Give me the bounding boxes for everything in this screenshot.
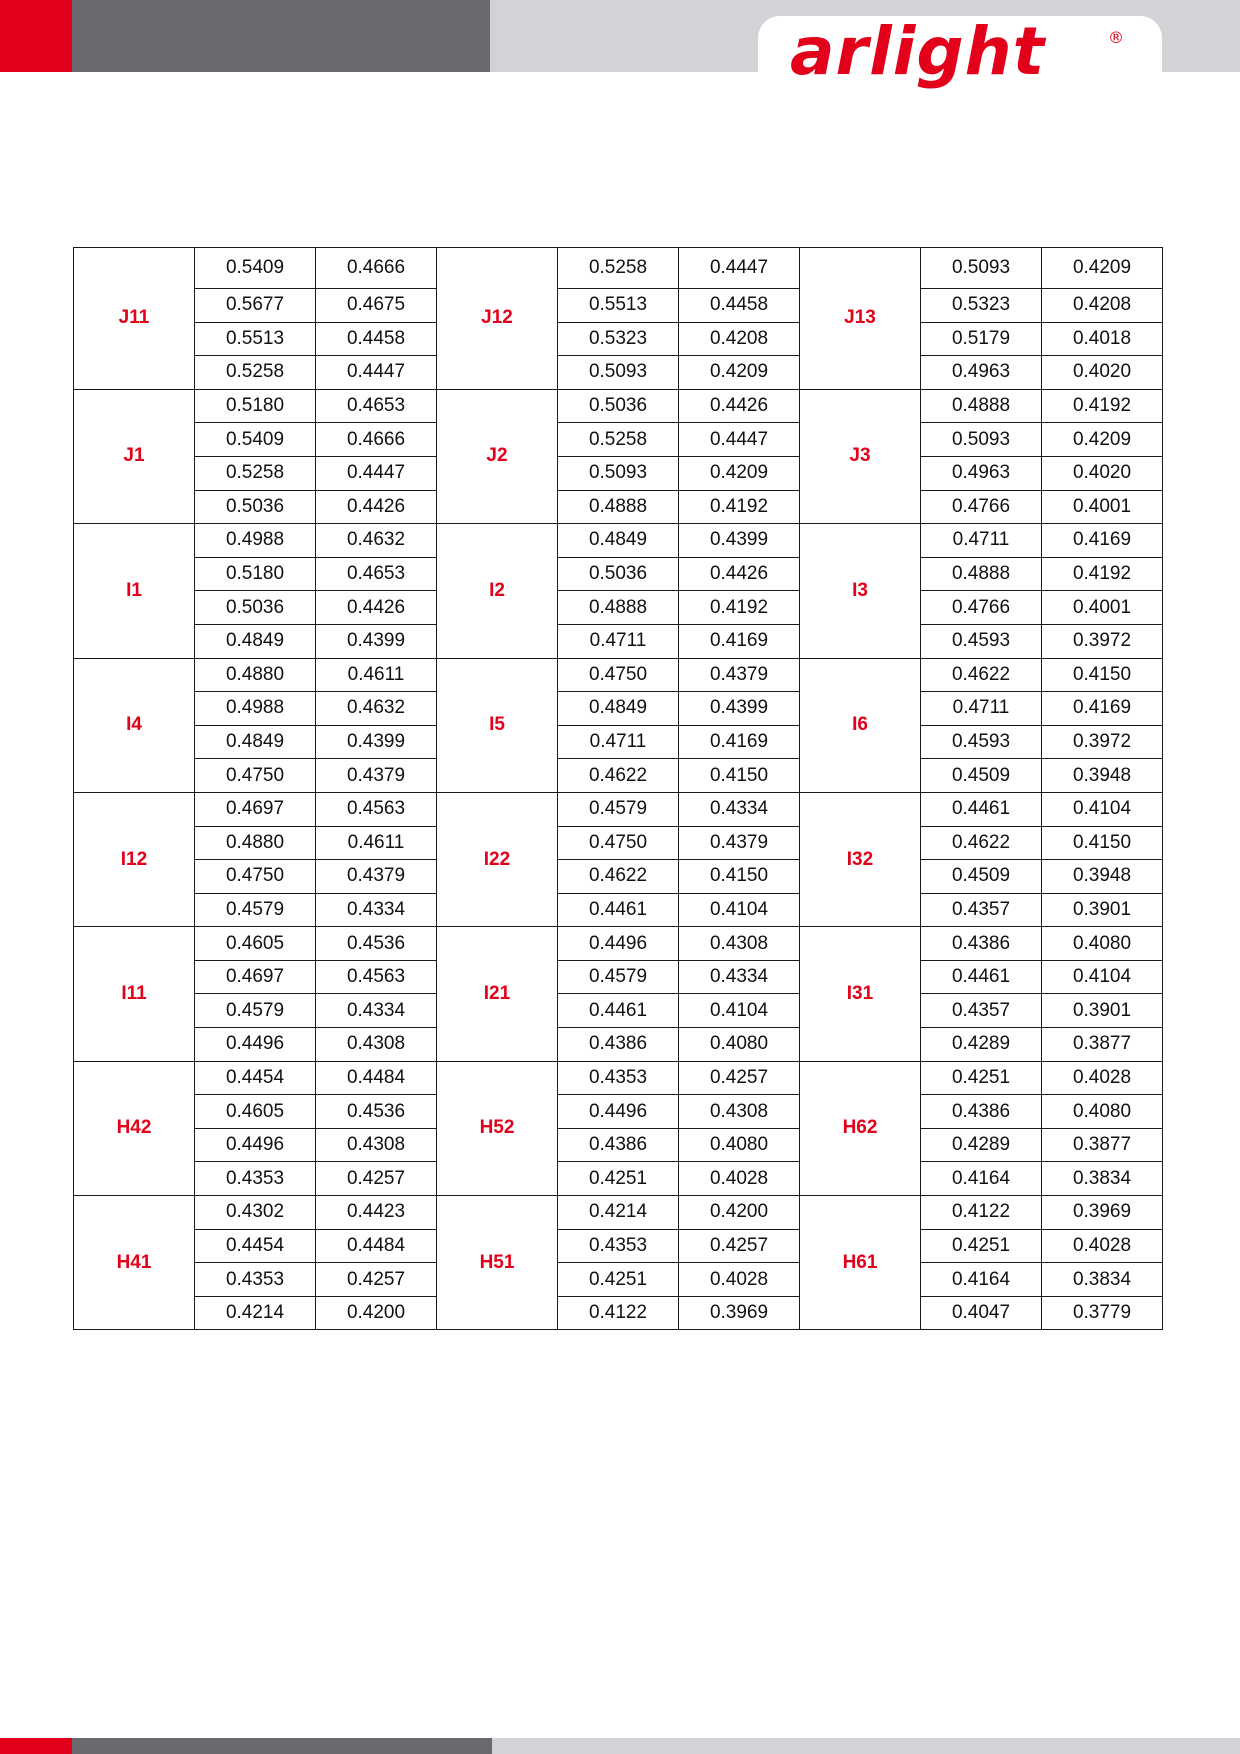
coord-y-cell: 0.4426: [316, 591, 437, 625]
coord-y-cell: 0.4001: [1042, 490, 1163, 524]
coord-y-cell: 0.4257: [316, 1162, 437, 1196]
coord-y-cell: 0.4104: [1042, 960, 1163, 994]
coord-x-cell: 0.5513: [558, 289, 679, 323]
bin-code: I21: [437, 927, 558, 1061]
coord-y-cell: 0.4632: [316, 692, 437, 726]
coord-x-cell: 0.4622: [921, 826, 1042, 860]
coord-y-cell: 0.4447: [316, 456, 437, 490]
coord-y-cell: 0.4192: [679, 490, 800, 524]
coord-x-cell: 0.5409: [195, 423, 316, 457]
footer-gray-bar: [72, 1738, 492, 1754]
coord-y-cell: 0.4399: [679, 524, 800, 558]
table-row: [74, 248, 1163, 289]
coord-y-cell: 0.4169: [1042, 524, 1163, 558]
coord-x-cell: 0.5258: [195, 456, 316, 490]
coord-x-cell: 0.4750: [195, 860, 316, 894]
coord-x-cell: 0.4750: [195, 759, 316, 793]
coord-x-cell: 0.4353: [558, 1229, 679, 1263]
bin-code: H61: [800, 1196, 921, 1330]
table-row: [74, 792, 1163, 826]
bin-code: J3: [800, 389, 921, 523]
coord-y-cell: 0.4001: [1042, 591, 1163, 625]
table-row: [74, 591, 1163, 625]
table-row: [74, 389, 1163, 423]
coord-x-cell: 0.5179: [921, 322, 1042, 356]
bin-code: I11: [74, 927, 195, 1061]
coord-y-cell: 0.4028: [679, 1263, 800, 1297]
coord-y-cell: 0.3834: [1042, 1263, 1163, 1297]
coord-y-cell: 0.3901: [1042, 994, 1163, 1028]
coord-y-cell: 0.4423: [316, 1196, 437, 1230]
bin-code: J1: [74, 389, 195, 523]
coord-x-cell: 0.5677: [195, 289, 316, 323]
coord-y-cell: 0.4308: [316, 1028, 437, 1062]
coord-x-cell: 0.5036: [195, 490, 316, 524]
bin-code: I2: [437, 524, 558, 658]
coord-y-cell: 0.4028: [1042, 1229, 1163, 1263]
coord-y-cell: 0.4632: [316, 524, 437, 558]
coord-x-cell: 0.4888: [921, 557, 1042, 591]
coord-x-cell: 0.4496: [195, 1128, 316, 1162]
coord-x-cell: 0.4496: [195, 1028, 316, 1062]
bin-code: I4: [74, 658, 195, 792]
color-bin-table: [73, 247, 1163, 1330]
coord-x-cell: 0.4251: [558, 1162, 679, 1196]
coord-y-cell: 0.4209: [1042, 248, 1163, 289]
color-bin-table-body: [74, 248, 1163, 1330]
coord-x-cell: 0.4353: [195, 1263, 316, 1297]
coord-x-cell: 0.4593: [921, 624, 1042, 658]
table-row: [74, 490, 1163, 524]
coord-y-cell: 0.3969: [679, 1296, 800, 1330]
coord-y-cell: 0.4379: [679, 658, 800, 692]
table-row: [74, 1162, 1163, 1196]
table-row: [74, 1128, 1163, 1162]
coord-x-cell: 0.4697: [195, 960, 316, 994]
coord-y-cell: 0.4209: [679, 356, 800, 390]
coord-x-cell: 0.5036: [195, 591, 316, 625]
coord-y-cell: 0.3948: [1042, 860, 1163, 894]
table-row: [74, 624, 1163, 658]
coord-x-cell: 0.4988: [195, 524, 316, 558]
coord-x-cell: 0.4888: [558, 490, 679, 524]
coord-y-cell: 0.4192: [1042, 389, 1163, 423]
coord-x-cell: 0.5180: [195, 389, 316, 423]
bin-code: I3: [800, 524, 921, 658]
coord-x-cell: 0.5323: [558, 322, 679, 356]
table-row: [74, 1296, 1163, 1330]
coord-y-cell: 0.4200: [316, 1296, 437, 1330]
coord-x-cell: 0.4579: [195, 994, 316, 1028]
coord-y-cell: 0.4379: [316, 759, 437, 793]
table-row: [74, 289, 1163, 323]
coord-y-cell: 0.4257: [316, 1263, 437, 1297]
coord-x-cell: 0.4214: [558, 1196, 679, 1230]
coord-y-cell: 0.4426: [679, 389, 800, 423]
coord-x-cell: 0.5323: [921, 289, 1042, 323]
coord-y-cell: 0.4308: [316, 1128, 437, 1162]
coord-x-cell: 0.4750: [558, 826, 679, 860]
table-row: [74, 1061, 1163, 1095]
table-row: [74, 658, 1163, 692]
coord-y-cell: 0.4611: [316, 826, 437, 860]
coord-x-cell: 0.4454: [195, 1229, 316, 1263]
coord-x-cell: 0.4579: [195, 893, 316, 927]
coord-y-cell: 0.4020: [1042, 456, 1163, 490]
coord-y-cell: 0.4080: [679, 1128, 800, 1162]
coord-y-cell: 0.4104: [1042, 792, 1163, 826]
coord-x-cell: 0.4496: [558, 1095, 679, 1129]
coord-y-cell: 0.4611: [316, 658, 437, 692]
coord-y-cell: 0.4080: [1042, 927, 1163, 961]
coord-x-cell: 0.4386: [921, 927, 1042, 961]
table-row: [74, 960, 1163, 994]
coord-x-cell: 0.4164: [921, 1162, 1042, 1196]
coord-x-cell: 0.4509: [921, 759, 1042, 793]
coord-x-cell: 0.4622: [921, 658, 1042, 692]
coord-y-cell: 0.4150: [679, 759, 800, 793]
coord-y-cell: 0.4208: [679, 322, 800, 356]
table-row: [74, 524, 1163, 558]
coord-x-cell: 0.4750: [558, 658, 679, 692]
coord-y-cell: 0.4028: [1042, 1061, 1163, 1095]
coord-y-cell: 0.4484: [316, 1229, 437, 1263]
coord-y-cell: 0.4563: [316, 960, 437, 994]
coord-y-cell: 0.4257: [679, 1229, 800, 1263]
coord-y-cell: 0.4169: [679, 624, 800, 658]
table-row: [74, 759, 1163, 793]
coord-y-cell: 0.4208: [1042, 289, 1163, 323]
coord-x-cell: 0.5093: [921, 423, 1042, 457]
bin-code: I32: [800, 792, 921, 926]
coord-x-cell: 0.4622: [558, 759, 679, 793]
coord-y-cell: 0.4150: [679, 860, 800, 894]
coord-y-cell: 0.4169: [1042, 692, 1163, 726]
coord-x-cell: 0.4711: [921, 524, 1042, 558]
coord-y-cell: 0.4209: [1042, 423, 1163, 457]
bin-code: J2: [437, 389, 558, 523]
coord-x-cell: 0.4496: [558, 927, 679, 961]
coord-x-cell: 0.4988: [195, 692, 316, 726]
coord-y-cell: 0.4308: [679, 1095, 800, 1129]
coord-x-cell: 0.4289: [921, 1128, 1042, 1162]
bin-code: J11: [74, 248, 195, 390]
coord-x-cell: 0.4697: [195, 792, 316, 826]
table-row: [74, 1196, 1163, 1230]
coord-x-cell: 0.4353: [195, 1162, 316, 1196]
coord-y-cell: 0.3972: [1042, 624, 1163, 658]
table-row: [74, 456, 1163, 490]
coord-x-cell: 0.4849: [195, 725, 316, 759]
coord-y-cell: 0.4334: [316, 994, 437, 1028]
coord-y-cell: 0.4150: [1042, 658, 1163, 692]
coord-y-cell: 0.4020: [1042, 356, 1163, 390]
coord-y-cell: 0.4653: [316, 557, 437, 591]
table-row: [74, 893, 1163, 927]
bin-code: I12: [74, 792, 195, 926]
coord-y-cell: 0.4209: [679, 456, 800, 490]
coord-y-cell: 0.4200: [679, 1196, 800, 1230]
header-gray-bar: [72, 0, 490, 72]
coord-x-cell: 0.4880: [195, 826, 316, 860]
coord-y-cell: 0.4653: [316, 389, 437, 423]
coord-y-cell: 0.4028: [679, 1162, 800, 1196]
brand-logo: arlight: [790, 13, 1046, 90]
coord-y-cell: 0.3877: [1042, 1028, 1163, 1062]
coord-y-cell: 0.4080: [679, 1028, 800, 1062]
coord-y-cell: 0.3948: [1042, 759, 1163, 793]
coord-x-cell: 0.4386: [558, 1128, 679, 1162]
coord-x-cell: 0.4461: [558, 893, 679, 927]
coord-x-cell: 0.4963: [921, 456, 1042, 490]
coord-y-cell: 0.4104: [679, 994, 800, 1028]
coord-x-cell: 0.4622: [558, 860, 679, 894]
coord-x-cell: 0.4766: [921, 591, 1042, 625]
table-row: [74, 826, 1163, 860]
coord-y-cell: 0.4447: [679, 423, 800, 457]
coord-y-cell: 0.4080: [1042, 1095, 1163, 1129]
coord-x-cell: 0.5093: [558, 456, 679, 490]
coord-y-cell: 0.4458: [316, 322, 437, 356]
bin-code: H62: [800, 1061, 921, 1195]
header-red-bar: [0, 0, 72, 72]
bin-code: I6: [800, 658, 921, 792]
coord-x-cell: 0.4766: [921, 490, 1042, 524]
coord-x-cell: 0.5093: [921, 248, 1042, 289]
coord-y-cell: 0.4399: [316, 624, 437, 658]
coord-y-cell: 0.4192: [679, 591, 800, 625]
coord-y-cell: 0.4666: [316, 248, 437, 289]
registered-mark: ®: [1108, 28, 1124, 47]
coord-x-cell: 0.4047: [921, 1296, 1042, 1330]
coord-y-cell: 0.3877: [1042, 1128, 1163, 1162]
footer-red-bar: [0, 1738, 72, 1754]
coord-y-cell: 0.4666: [316, 423, 437, 457]
bin-code: I22: [437, 792, 558, 926]
coord-x-cell: 0.5180: [195, 557, 316, 591]
coord-y-cell: 0.4379: [316, 860, 437, 894]
coord-x-cell: 0.4302: [195, 1196, 316, 1230]
bin-code: H51: [437, 1196, 558, 1330]
coord-y-cell: 0.4399: [679, 692, 800, 726]
bin-code: J13: [800, 248, 921, 390]
coord-x-cell: 0.4251: [558, 1263, 679, 1297]
coord-y-cell: 0.4447: [316, 356, 437, 390]
coord-x-cell: 0.4605: [195, 1095, 316, 1129]
coord-y-cell: 0.4458: [679, 289, 800, 323]
table-row: [74, 994, 1163, 1028]
bin-code: I1: [74, 524, 195, 658]
coord-y-cell: 0.4675: [316, 289, 437, 323]
coord-y-cell: 0.4426: [679, 557, 800, 591]
coord-x-cell: 0.5036: [558, 389, 679, 423]
bin-code: H52: [437, 1061, 558, 1195]
coord-x-cell: 0.4353: [558, 1061, 679, 1095]
table-row: [74, 725, 1163, 759]
footer-light-bar: [492, 1738, 1240, 1754]
coord-y-cell: 0.4426: [316, 490, 437, 524]
coord-x-cell: 0.4963: [921, 356, 1042, 390]
coord-y-cell: 0.4536: [316, 1095, 437, 1129]
coord-y-cell: 0.4484: [316, 1061, 437, 1095]
table-row: [74, 1229, 1163, 1263]
coord-x-cell: 0.4461: [558, 994, 679, 1028]
coord-x-cell: 0.4122: [558, 1296, 679, 1330]
coord-x-cell: 0.4579: [558, 792, 679, 826]
coord-x-cell: 0.5258: [558, 423, 679, 457]
coord-y-cell: 0.4150: [1042, 826, 1163, 860]
coord-y-cell: 0.4192: [1042, 557, 1163, 591]
coord-x-cell: 0.4454: [195, 1061, 316, 1095]
coord-x-cell: 0.4509: [921, 860, 1042, 894]
coord-y-cell: 0.4334: [316, 893, 437, 927]
coord-x-cell: 0.4122: [921, 1196, 1042, 1230]
coord-y-cell: 0.3972: [1042, 725, 1163, 759]
coord-x-cell: 0.4214: [195, 1296, 316, 1330]
table-row: [74, 1095, 1163, 1129]
coord-x-cell: 0.4386: [558, 1028, 679, 1062]
coord-y-cell: 0.4257: [679, 1061, 800, 1095]
bin-code: I31: [800, 927, 921, 1061]
coord-y-cell: 0.4447: [679, 248, 800, 289]
coord-y-cell: 0.4334: [679, 960, 800, 994]
coord-x-cell: 0.4888: [558, 591, 679, 625]
table-row: [74, 1263, 1163, 1297]
coord-x-cell: 0.4579: [558, 960, 679, 994]
coord-x-cell: 0.5258: [558, 248, 679, 289]
coord-x-cell: 0.4289: [921, 1028, 1042, 1062]
coord-x-cell: 0.4251: [921, 1061, 1042, 1095]
coord-x-cell: 0.4357: [921, 893, 1042, 927]
table-row: [74, 860, 1163, 894]
coord-x-cell: 0.4711: [921, 692, 1042, 726]
coord-y-cell: 0.3834: [1042, 1162, 1163, 1196]
coord-x-cell: 0.4880: [195, 658, 316, 692]
bin-code: H42: [74, 1061, 195, 1195]
coord-y-cell: 0.4308: [679, 927, 800, 961]
coord-x-cell: 0.4357: [921, 994, 1042, 1028]
coord-x-cell: 0.4849: [195, 624, 316, 658]
coord-x-cell: 0.4711: [558, 725, 679, 759]
coord-y-cell: 0.3969: [1042, 1196, 1163, 1230]
coord-x-cell: 0.4605: [195, 927, 316, 961]
coord-x-cell: 0.5093: [558, 356, 679, 390]
table-row: [74, 692, 1163, 726]
coord-x-cell: 0.4849: [558, 692, 679, 726]
coord-y-cell: 0.4536: [316, 927, 437, 961]
table-row: [74, 322, 1163, 356]
coord-x-cell: 0.4711: [558, 624, 679, 658]
coord-y-cell: 0.4104: [679, 893, 800, 927]
table-row: [74, 423, 1163, 457]
coord-x-cell: 0.4386: [921, 1095, 1042, 1129]
coord-x-cell: 0.5036: [558, 557, 679, 591]
coord-x-cell: 0.4593: [921, 725, 1042, 759]
coord-y-cell: 0.4379: [679, 826, 800, 860]
coord-x-cell: 0.5409: [195, 248, 316, 289]
coord-x-cell: 0.4849: [558, 524, 679, 558]
coord-y-cell: 0.4334: [679, 792, 800, 826]
coord-y-cell: 0.4018: [1042, 322, 1163, 356]
coord-x-cell: 0.4251: [921, 1229, 1042, 1263]
coord-y-cell: 0.3779: [1042, 1296, 1163, 1330]
coord-y-cell: 0.4399: [316, 725, 437, 759]
coord-x-cell: 0.4164: [921, 1263, 1042, 1297]
coord-x-cell: 0.4461: [921, 960, 1042, 994]
bin-code: J12: [437, 248, 558, 390]
coord-y-cell: 0.4563: [316, 792, 437, 826]
table-row: [74, 557, 1163, 591]
coord-x-cell: 0.5258: [195, 356, 316, 390]
coord-y-cell: 0.4169: [679, 725, 800, 759]
coord-x-cell: 0.5513: [195, 322, 316, 356]
table-row: [74, 356, 1163, 390]
bin-code: I5: [437, 658, 558, 792]
bin-code: H41: [74, 1196, 195, 1330]
coord-x-cell: 0.4461: [921, 792, 1042, 826]
table-row: [74, 927, 1163, 961]
coord-y-cell: 0.3901: [1042, 893, 1163, 927]
table-row: [74, 1028, 1163, 1062]
coord-x-cell: 0.4888: [921, 389, 1042, 423]
